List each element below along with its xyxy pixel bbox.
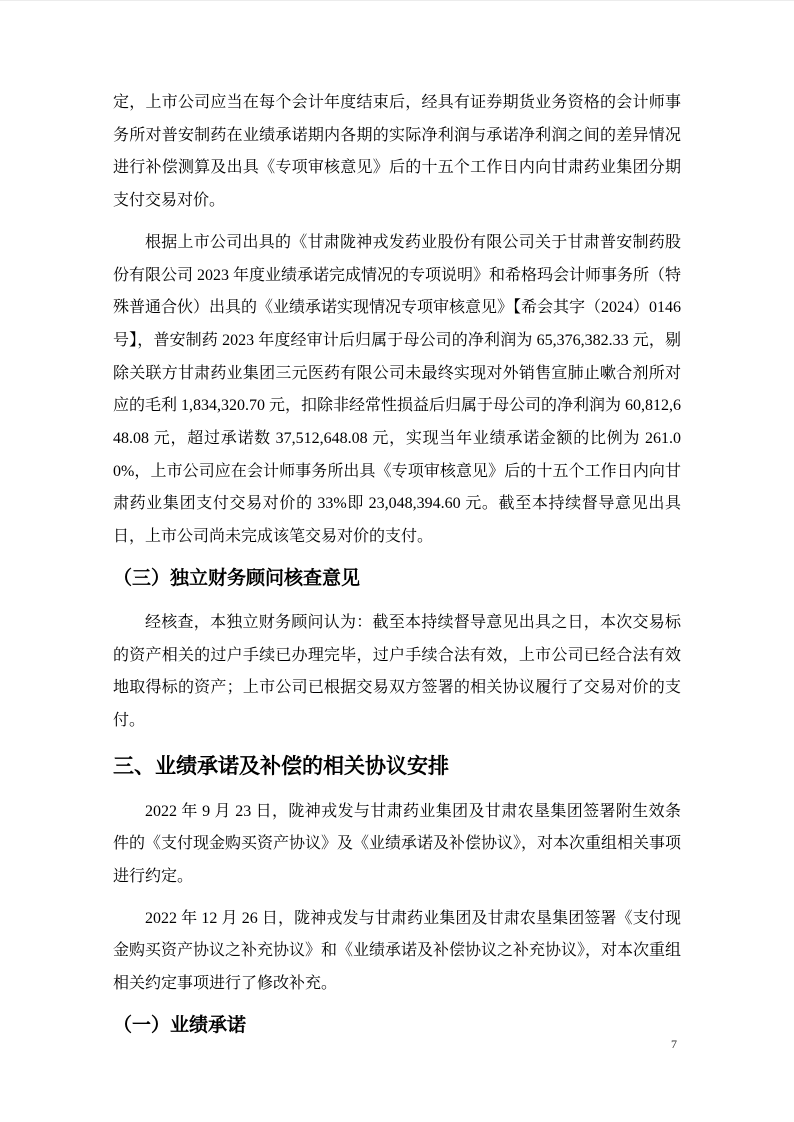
heading-independent-advisor-opinion: （三）独立财务顾问核查意见	[113, 567, 361, 589]
paragraph-agreement-2022-09-23: 2022 年 9 月 23 日，陇神戎发与甘肃药业集团及甘肃农垦集团签署附生效条件的《支付现金购买资产协议》及《业绩承诺及补偿协议》，对本次重组相关事项进行约定。	[113, 802, 682, 886]
document-body	[113, 87, 681, 1054]
paragraph-advisor-opinion: 经核查，本独立财务顾问认为：截至本持续督导意见出具之日，本次交易标的资产相关的过户手续已办理完毕，过户手续合法有效，上市公司已经合法有效地取得标的资产；上市公司已根据交易双方签署的相关协议履行了交易对价的支付。	[113, 613, 681, 729]
heading-section-three: 三、业绩承诺及补偿的相关协议安排	[113, 754, 449, 778]
heading-performance-commitment: （一）业绩承诺	[113, 1014, 247, 1036]
paragraph-audit-result: 根据上市公司出具的《甘肃陇神戎发药业股份有限公司关于甘肃普安制药股份有限公司 2023 年度业绩承诺完成情况的专项说明》和希格玛会计师事务所（特殊普通合伙）出具的《业绩承诺实现情况专项审核意见》【希会其字（2024）0146 号】，普安制药 2023 年度经审计后归属于母公司的净利润为 65,376,382.33 元，剔除关联方甘肃药业集团三元医药有限公司未最终实现对外销售宣肺止嗽合剂所对应的毛利 1,834,320.70 元，扣除非经常性损益后归属于母公司的净利润为 60,812,648.08 元，超过承诺数 37,512,648.08 元，实现当年业绩承诺金额的比例为 261.00%，上市公司应在会计师事务所出具《专项审核意见》后的十五个工作日内向甘肃药业集团支付交易对价的 33%即 23,048,394.60 元。截至本持续督导意见出具日，上市公司尚未完成该笔交易对价的支付。	[113, 233, 682, 546]
page-number: 7	[671, 1037, 677, 1051]
paragraph-payment-schedule-continuation: 定，上市公司应当在每个会计年度结束后，经具有证券期货业务资格的会计师事务所对普安制药在业绩承诺期内各期的实际净利润与承诺净利润之间的差异情况进行补偿测算及出具《专项审核意见》后的十五个工作日内向甘肃药业集团分期支付交易对价。	[113, 94, 681, 210]
paragraph-agreement-2022-12-26: 2022 年 12 月 26 日，陇神戎发与甘肃药业集团及甘肃农垦集团签署《支付现金购买资产协议之补充协议》和《业绩承诺及补偿协议之补充协议》，对本次重组相关约定事项进行了修改补充。	[113, 909, 682, 993]
